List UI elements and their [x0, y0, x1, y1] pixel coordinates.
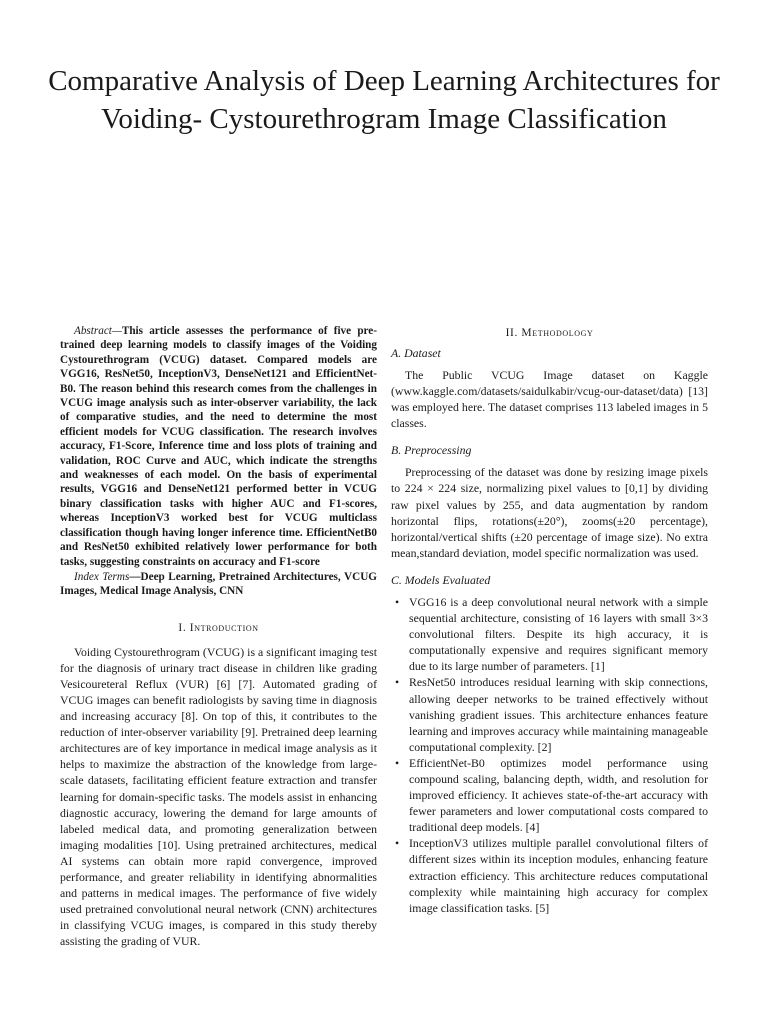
bullet-icon: • [395, 594, 400, 609]
model-resnet50-text: ResNet50 introduces residual learning with skip connections, allowing deeper networks to be trained effectively without vanishing gradient issues. This architecture enhances feature learning and improves accuracy while maintaining manageable computational complexity. [2] [409, 675, 708, 754]
list-item [391, 674, 708, 754]
bullet-icon: • [395, 675, 400, 690]
abstract-text: This article assesses the performance of five pre-trained deep learning models to classify images of the Voiding Cystourethrogram (VCUG) dataset. Compared models are VGG16, ResNet50, InceptionV3, DenseNet121 and EfficientNet-B0. The reason behind this research comes from the challenges in VCUG image analysis such as inter-observer variability, the lack of comparative studies, and the need to determine the most efficient models for VCUG classification. The research involves accuracy, F1-Score, Inference time and loss plots of training and validation, ROC Curve and AUC, which indicate the strengths and weaknesses of each model. On the basis of experimental results, VGG16 and DenseNet121 performed better in VCUG binary classification tasks with higher AUC and F1-scores, whereas InceptionV3 worked best for VCUG multiclass classification though having longer inference time. EfficientNetB0 and ResNet50 exhibited relatively lower performance for both tasks, suggesting constraints on accuracy and F1-score [60, 325, 377, 568]
models-heading: C. Models Evaluated [391, 572, 491, 587]
preprocessing-heading: B. Preprocessing [391, 443, 472, 458]
model-efficientnet-text: EfficientNet-B0 optimizes model performance using compound scaling, balancing depth, width, and resolution for improved efficiency. It achieves state-of-the-art accuracy with fewer parameters and lower computational costs compared to traditional deep models. [4] [409, 755, 708, 835]
index-terms-lead: Index Terms [74, 570, 130, 583]
abstract [60, 324, 377, 569]
dataset-heading: A. Dataset [391, 346, 441, 360]
model-vgg16-text: VGG16 is a deep convolutional neural network with a simple sequential architecture, consisting of 16 layers with small 3×3 convolutional filters. Despite its high accuracy, it is computationally expensive and requires significant memory due to its large number of parameters. [1] [409, 594, 708, 674]
list-item [391, 594, 708, 674]
bullet-icon: • [395, 836, 400, 851]
paper-title: Comparative Analysis of Deep Learning Architectures for Voiding- Cystourethrogram Image Classification [48, 65, 720, 135]
dataset-text: The Public VCUG Image dataset on Kaggle (www.kaggle.com/datasets/saidulkabir/vcug-our-dataset/data) [13] was employed here. The dataset comprises 113 labeled images in 5 classes. [391, 368, 708, 431]
list-item [391, 835, 708, 915]
abstract-lead: Abstract— [74, 325, 122, 337]
bullet-icon: • [395, 755, 400, 770]
models-list [391, 594, 708, 916]
right-column [391, 324, 708, 916]
index-terms [60, 570, 377, 599]
list-item [391, 755, 708, 835]
introduction-heading: I. Introduction [178, 621, 259, 634]
index-terms-text: —Deep Learning, Pretrained Architectures, VCUG Images, Medical Image Analysis, CNN [60, 570, 377, 598]
methodology-heading: II. Methodology [505, 327, 594, 339]
model-inceptionv3-text: InceptionV3 utilizes multiple parallel convolutional filters of different sizes within its inception modules, enhancing feature extraction efficiency. This architecture reduces computational complexity while maintaining high accuracy for complex image classification tasks. [5] [409, 836, 708, 915]
preprocessing-text: Preprocessing of the dataset was done by resizing image pixels to 224 × 224 size, normalizing pixel values to [0,1] by dividing raw pixel values by 255, and data augmentation by random horizontal flips, rotations(±20°), zooms(±20 percentage), horizontal/vertical shifts (±20 percentage of image size). No extra mean,standard deviation, model specific normalization was used. [391, 465, 708, 560]
left-column [60, 324, 377, 950]
introduction-text: Voiding Cystourethrogram (VCUG) is a significant imaging test for the diagnosis of urinary tract disease in children like grading Vesicoureteral Reflux (VUR) [6] [7]. Automated grading of VCUG images can benefit radiologists by saving time in diagnosis and increasing accuracy [8]. On top of this, it contributes to the reduction of inter-observer variability [9]. Pretrained deep learning architectures are of key importance in medical image analysis as it helps to maximize the abstraction of the knowledge from large-scale datasets, facilitating efficient feature extraction and transfer learning for domain-specific tasks. The models assist in enhancing diagnostic accuracy, lowering the demand for large amounts of labeled medical data, and promoting generalization between imaging modalities [10]. Using pretrained architectures, medical AI systems can obtain more rapid convergence, improved performance, and greater reliability in identifying abnormalities and patterns in medical images. The performance of five widely used pretrained convolutional neural network (CNN) architectures in classifying VCUG images, is compared in this study thereby assisting the grading of VUR. [60, 644, 377, 949]
